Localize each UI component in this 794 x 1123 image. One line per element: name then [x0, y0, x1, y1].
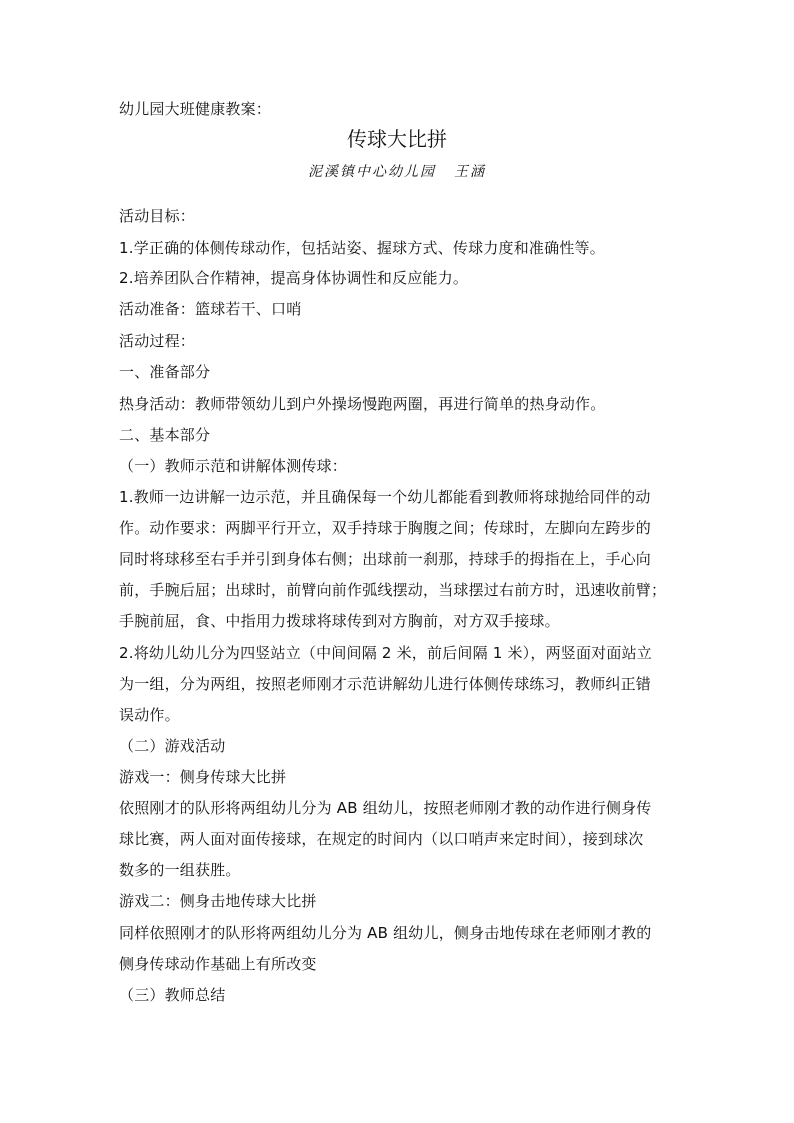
paragraph-line: 1.教师一边讲解一边示范，并且确保每一个幼儿都能看到教师将球抛给同伴的动 [119, 488, 651, 506]
school-name: 泥溪镇中心幼儿园 [308, 164, 436, 180]
section-goal-heading: 活动目标： [119, 207, 196, 225]
preparation-line: 活动准备：篮球若干、口哨 [119, 300, 302, 318]
lesson-title: 传球大比拼 [347, 127, 447, 151]
author-name: 王涵 [454, 164, 486, 180]
subsection-1-heading: （一）教师示范和讲解体测传球： [119, 457, 348, 475]
paragraph-line: 2.将幼儿幼儿分为四竖站立（中间间隔 2 米，前后间隔 1 米），两竖面对面站立 [119, 644, 652, 662]
game-two-heading: 游戏二：侧身击地传球大比拼 [119, 892, 317, 910]
paragraph-line: 球比赛，两人面对面传接球，在规定的时间内（以口哨声来定时间），接到球次 [119, 830, 644, 848]
goal-item-2: 2.培养团队合作精神，提高身体协调性和反应能力。 [119, 269, 469, 287]
paragraph-line: 数多的一组获胜。 [119, 861, 241, 879]
paragraph-line: 作。动作要求：两脚平行开立，双手持球于胸腹之间；传球时，左脚向左跨步的 [119, 519, 652, 537]
section-process-heading: 活动过程： [119, 332, 196, 350]
game-one-heading: 游戏一：侧身传球大比拼 [119, 768, 287, 786]
goal-item-1: 1.学正确的体侧传球动作，包括站姿、握球方式、传球力度和准确性等。 [119, 239, 605, 257]
subsection-2-heading: （二）游戏活动 [119, 737, 226, 755]
author-line [0, 162, 794, 182]
warmup-line: 热身活动：教师带领幼儿到户外操场慢跑两圈，再进行简单的热身动作。 [119, 395, 606, 413]
paragraph-line: 依照刚才的队形将两组幼儿分为 AB 组幼儿，按照老师刚才教的动作进行侧身传 [119, 799, 652, 817]
subsection-3-heading: （三）教师总结 [119, 986, 226, 1004]
paragraph-line: 误动作。 [119, 706, 180, 724]
paragraph-line: 同时将球移至右手并引到身体右侧；出球前一刹那，持球手的拇指在上，手心向 [119, 550, 652, 568]
paragraph-line: 为一组，分为两组，按照老师刚才示范讲解幼儿进行体侧传球练习，教师纠正错 [119, 675, 652, 693]
part-two-heading: 二、基本部分 [119, 426, 211, 444]
part-one-heading: 一、准备部分 [119, 363, 211, 381]
paragraph-line: 手腕前屈，食、中指用力拨球将球传到对方胸前，对方双手接球。 [119, 612, 560, 630]
lesson-subject: 幼儿园大班健康教案： [119, 100, 272, 118]
paragraph-line: 前，手腕后屈；出球时，前臂向前作弧线摆动，当球摆过右前方时，迅速收前臂； [119, 581, 667, 599]
paragraph-line: 侧身传球动作基础上有所改变 [119, 955, 317, 973]
paragraph-line: 同样依照刚才的队形将两组幼儿分为 AB 组幼儿，侧身击地传球在老师刚才教的 [119, 924, 652, 942]
